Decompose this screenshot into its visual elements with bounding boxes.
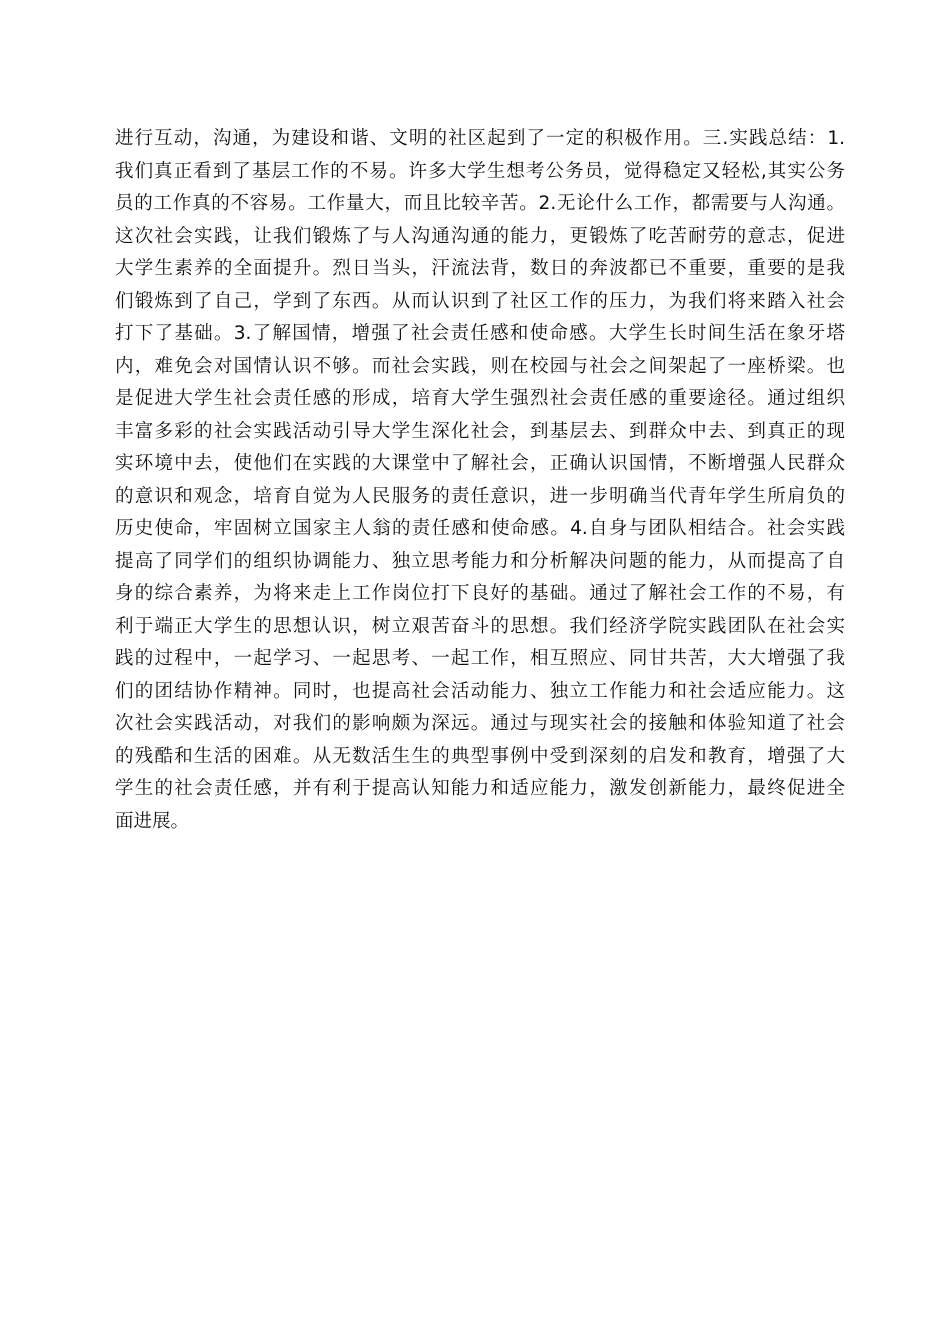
text-line: 的意识和观念，培育自觉为人民服务的责任意识，进一步明确当代青年学生所肩负的 <box>115 485 845 507</box>
text-line: 提高了同学们的组织协调能力、独立思考能力和分析解决问题的能力，从而提高了自 <box>115 550 845 572</box>
text-line: 面进展。 <box>115 810 190 832</box>
text-line: 身的综合素养，为将来走上工作岗位打下良好的基础。通过了解社会工作的不易，有 <box>115 583 845 604</box>
body-paragraph <box>115 123 845 838</box>
text-line: 这次社会实践，让我们锻炼了与人沟通沟通的能力，更锻炼了吃苦耐劳的意志，促进 <box>115 225 845 247</box>
text-line: 们锻炼到了自己，学到了东西。从而认识到了社区工作的压力，为我们将来踏入社会 <box>115 290 845 312</box>
text-line: 历史使命，牢固树立国家主人翁的责任感和使命感。4.自身与团队相结合。社会实践 <box>115 518 845 539</box>
text-line: 打下了基础。3.了解国情，增强了社会责任感和使命感。大学生长时间生活在象牙塔 <box>115 323 845 344</box>
text-line: 学生的社会责任感，并有利于提高认知能力和适应能力，激发创新能力，最终促进全 <box>115 778 845 799</box>
text-line: 次社会实践活动，对我们的影响颇为深远。通过与现实社会的接触和体验知道了社会 <box>115 713 845 734</box>
text-line: 丰富多彩的社会实践活动引导大学生深化社会，到基层去、到群众中去、到真正的现 <box>115 420 845 442</box>
text-line: 大学生素养的全面提升。烈日当头，汗流法背，数日的奔波都已不重要，重要的是我 <box>115 258 845 279</box>
text-line: 的残酷和生活的困难。从无数活生生的典型事例中受到深刻的启发和教育，增强了大 <box>115 745 845 767</box>
text-line: 们的团结协作精神。同时，也提高社会活动能力、独立工作能力和社会适应能力。这 <box>115 680 845 702</box>
text-line: 利于端正大学生的思想认识，树立艰苦奋斗的思想。我们经济学院实践团队在社会实 <box>115 615 845 637</box>
text-line: 进行互动，沟通，为建设和谐、文明的社区起到了一定的积极作用。三.实践总结：1. <box>115 128 845 149</box>
text-line: 是促进大学生社会责任感的形成，培育大学生强烈社会责任感的重要途径。通过组织 <box>115 388 845 409</box>
text-line: 践的过程中，一起学习、一起思考、一起工作，相互照应、同甘共苦，大大增强了我 <box>115 648 845 669</box>
text-line: 内，难免会对国情认识不够。而社会实践，则在校园与社会之间架起了一座桥梁。也 <box>115 355 845 377</box>
text-line: 我们真正看到了基层工作的不易。许多大学生想考公务员，觉得稳定又轻松,其实公务 <box>115 160 845 182</box>
text-line: 实环境中去，使他们在实践的大课堂中了解社会，正确认识国情，不断增强人民群众 <box>115 453 845 474</box>
text-line: 员的工作真的不容易。工作量大，而且比较辛苦。2.无论什么工作，都需要与人沟通。 <box>115 193 845 214</box>
